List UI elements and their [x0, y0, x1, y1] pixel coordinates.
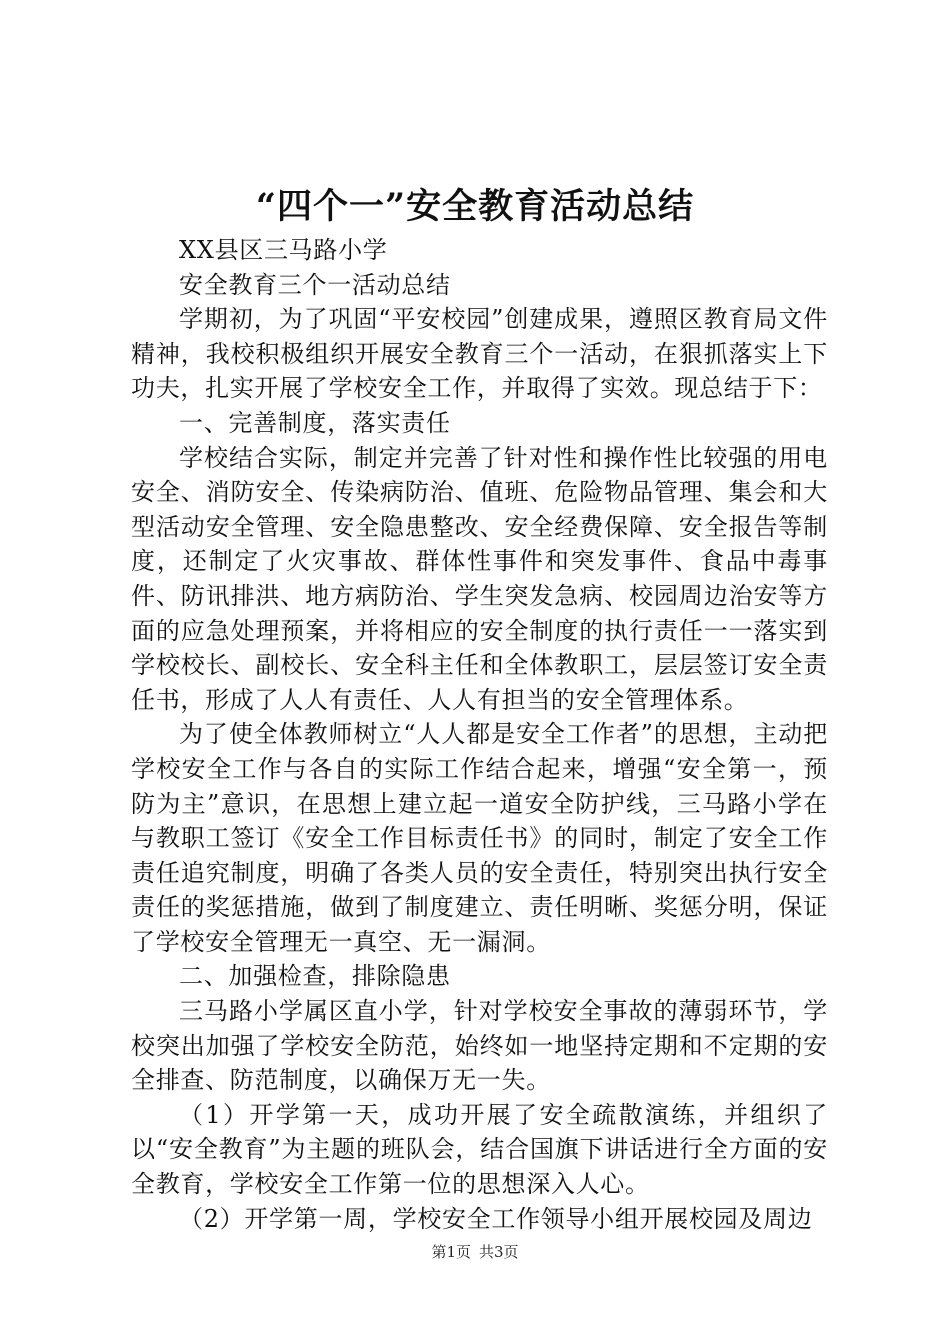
body-paragraph: 三马路小学属区直小学，针对学校安全事故的薄弱环节，学校突出加强了学校安全防范，始终如一地坚持定期和不定期的安全排查、防范制度，以确保万无一失。	[131, 997, 828, 1095]
subtitle-line: 安全教育三个一活动总结	[179, 270, 451, 299]
document-title: “四个一”安全教育活动总结	[255, 186, 695, 227]
body-paragraph: 为了使全体教师树立“人人都是安全工作者”的思想，主动把学校安全工作与各自的实际工作结合起来，增强“安全第一，预防为主”意识，在思想上建立起一道安全防护线，三马路小学在与教职工签订《安全工作目标责任书》的同时，制定了安全工作责任追究制度，明确了各类人员的安全责任，特别突出执行安全责任的奖惩措施，做到了制度建立、责任明晰、奖惩分明，保证了学校安全管理无一真空、无一漏洞。	[131, 720, 828, 956]
intro-paragraph: 学期初，为了巩固“平安校园”创建成果，遵照区教育局文件精神，我校积极组织开展安全教育三个一活动，在狠抓落实上下功夫，扎实开展了学校安全工作，并取得了实效。现总结于下：	[131, 305, 828, 403]
school-name-line: XX县区三马路小学	[179, 236, 388, 264]
document-body	[131, 233, 828, 1236]
body-paragraph: 学校结合实际，制定并完善了针对性和操作性比较强的用电安全、消防安全、传染病防治、值班、危险物品管理、集会和大型活动安全管理、安全隐患整改、安全经费保障、安全报告等制度，还制定了火灾事故、群体性事件和突发事件、食品中毒事件、防讯排洪、地方病防治、学生突发急病、校园周边治安等方面的应急处理预案，并将相应的安全制度的执行责任一一落实到学校校长、副校长、安全科主任和全体教职工，层层签订安全责任书，形成了人人有责任、人人有担当的安全管理体系。	[131, 443, 828, 714]
list-item: （1）开学第一天，成功开展了安全疏散演练，并组织了以“安全教育”为主题的班队会，结合国旗下讲话进行全方面的安全教育，学校安全工作第一位的思想深入人心。	[131, 1100, 828, 1199]
section-heading-1: 一、完善制度，落实责任	[179, 408, 451, 437]
section-heading-2: 二、加强检查，排除隐患	[179, 962, 451, 991]
list-item: （2）开学第一周，学校安全工作领导小组开展校园及周边	[179, 1204, 813, 1233]
page-number: 第1页	[431, 1243, 471, 1261]
page-footer	[0, 1240, 950, 1264]
page-count: 共3页	[479, 1243, 519, 1261]
